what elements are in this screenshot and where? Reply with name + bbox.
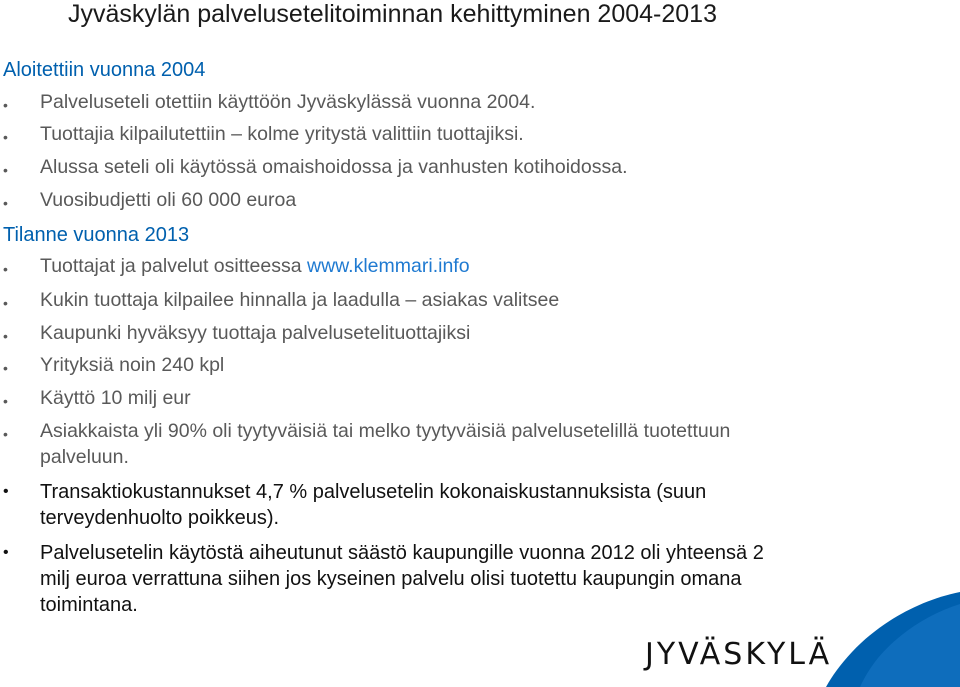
- bullet-icon: •: [3, 129, 8, 145]
- bullet-icon: •: [3, 195, 8, 211]
- list-item-line: terveydenhuolto poikkeus).: [40, 507, 280, 529]
- list-item: Yrityksiä noin 240 kpl: [40, 354, 225, 376]
- list-item-line: toimintana.: [40, 594, 138, 616]
- list-item: Vuosibudjetti oli 60 000 euroa: [40, 189, 297, 211]
- list-item: Palveluseteli otettiin käyttöön Jyväskylässä vuonna 2004.: [40, 91, 536, 113]
- list-item: Kaupunki hyväksyy tuottaja palvelusetelituottajiksi: [40, 322, 471, 344]
- bullet-icon: •: [3, 483, 9, 500]
- list-item: Alussa seteli oli käytössä omaishoidossa ja vanhusten kotihoidossa.: [40, 156, 628, 178]
- bullet-icon: •: [3, 97, 8, 113]
- bullet-icon: •: [3, 261, 8, 277]
- section-heading-2013: Tilanne vuonna 2013: [3, 224, 190, 246]
- list-item-line: Palvelusetelin käytöstä aiheutunut säästö kaupungille vuonna 2012 oli yhteensä 2: [40, 542, 764, 564]
- list-item-line: milj euroa verrattuna siihen jos kyseinen palvelu olisi tuotettu kaupungin omana: [40, 568, 742, 590]
- klemmari-link[interactable]: www.klemmari.info: [307, 255, 470, 277]
- list-item: [40, 540, 764, 618]
- list-item: [40, 479, 706, 531]
- bullet-icon: •: [3, 162, 8, 178]
- jyvaskyla-logo: JYVÄSKYLÄ: [645, 637, 833, 672]
- section-heading-2004: Aloitettiin vuonna 2004: [3, 59, 206, 81]
- list-item-text: Tuottajat ja palvelut ositteessa: [40, 255, 308, 277]
- bullet-icon: •: [3, 295, 8, 311]
- bullet-icon: •: [3, 328, 8, 344]
- list-item: Kukin tuottaja kilpailee hinnalla ja laadulla – asiakas valitsee: [40, 289, 560, 311]
- bullet-icon: •: [3, 544, 9, 561]
- list-item-line: Asiakkaista yli 90% oli tyytyväisiä tai melko tyytyväisiä palvelusetelillä tuotettuun: [40, 420, 731, 442]
- bullet-icon: •: [3, 360, 8, 376]
- list-item: [40, 255, 470, 277]
- page-title: Jyväskylän palvelusetelitoiminnan kehittyminen 2004-2013: [68, 0, 717, 28]
- bullet-icon: •: [3, 393, 8, 409]
- list-item: [40, 420, 730, 468]
- list-item-line: palveluun.: [40, 446, 129, 468]
- list-item: Tuottajia kilpailutettiin – kolme yritystä valittiin tuottajiksi.: [40, 123, 524, 145]
- list-item: Käyttö 10 milj eur: [40, 387, 191, 409]
- list-item-line: Transaktiokustannukset 4,7 % palvelusetelin kokonaiskustannuksista (suun: [40, 481, 707, 503]
- bullet-icon: •: [3, 426, 8, 442]
